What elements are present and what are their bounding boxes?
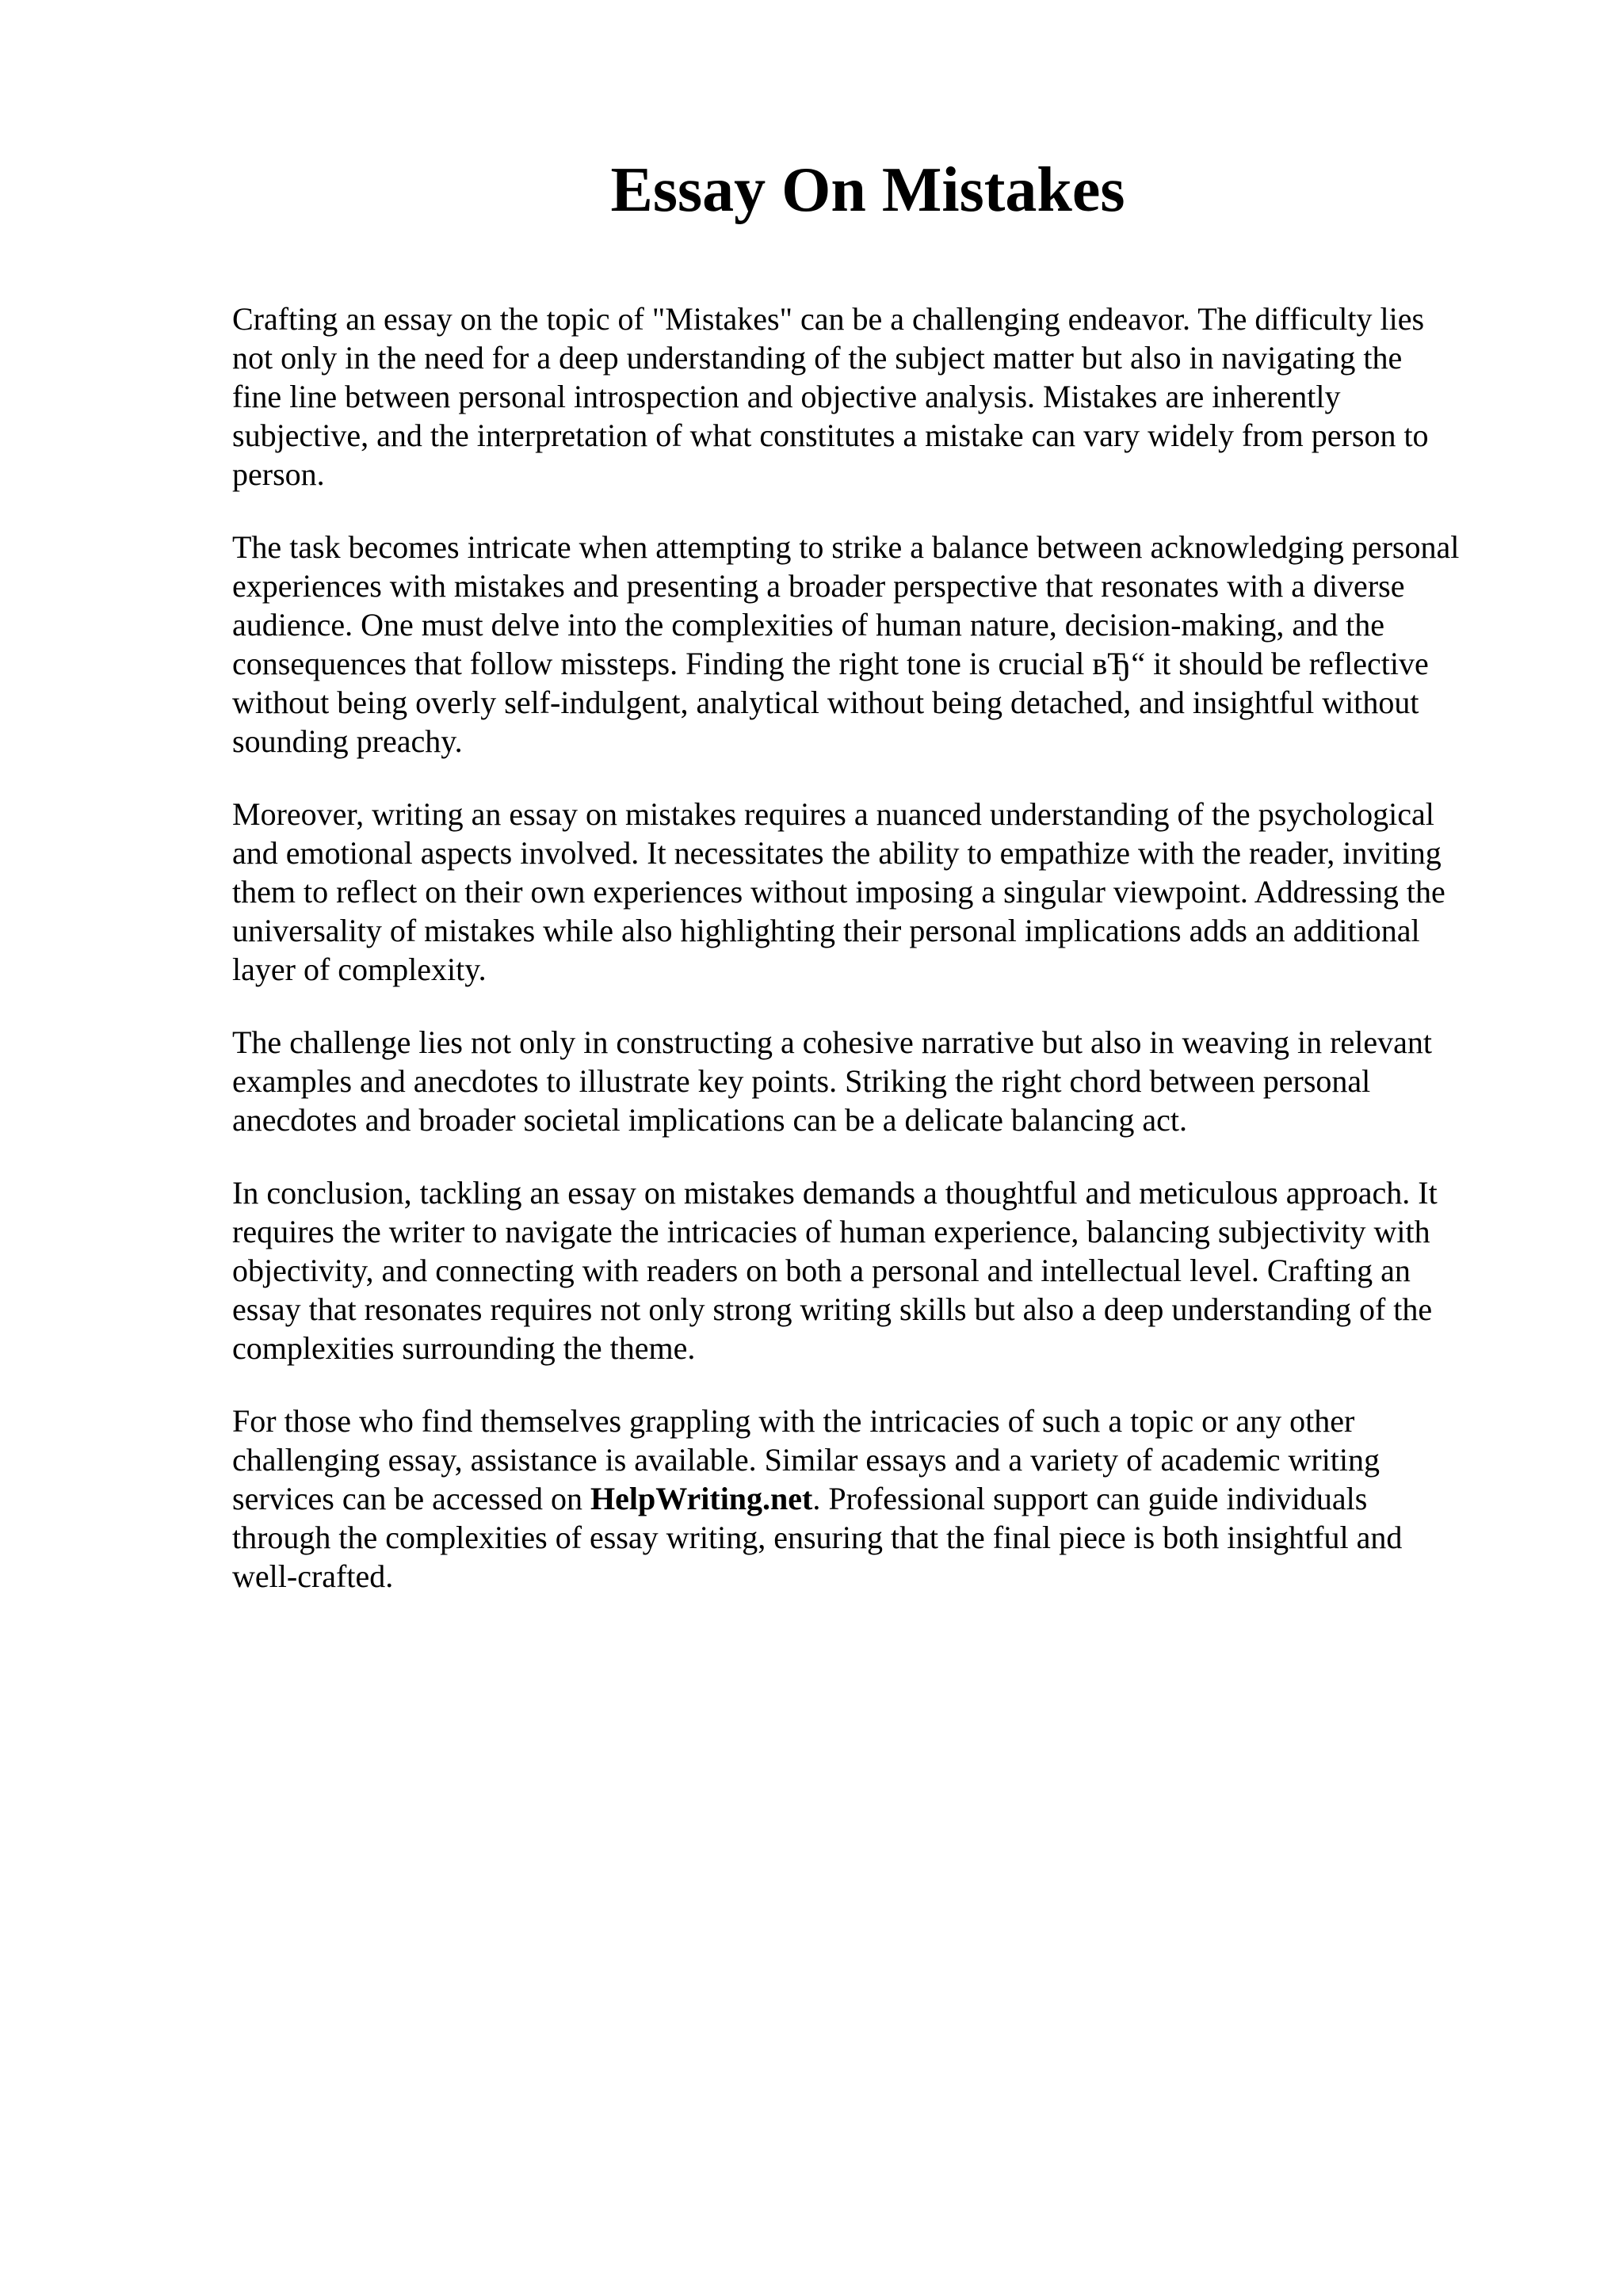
text-line: not only in the need for a deep understanding of the subject matter but also in navigating the: [232, 340, 1403, 376]
text-line: examples and anecdotes to illustrate key points. Striking the right chord between personal: [232, 1063, 1371, 1099]
text-line: without being overly self-indulgent, analytical without being detached, and insightful without: [232, 685, 1419, 720]
text-line: audience. One must delve into the complexities of human nature, decision-making, and the: [232, 607, 1385, 643]
text-line: sounding preachy.: [232, 723, 463, 759]
text-line: The challenge lies not only in constructing a cohesive narrative but also in weaving in relevant: [232, 1024, 1432, 1060]
paragraph-3: [232, 795, 1508, 989]
text-line: anecdotes and broader societal implications can be a delicate balancing act.: [232, 1102, 1187, 1138]
text-line: person.: [232, 456, 325, 492]
text-line: For those who find themselves grappling with the intricacies of such a topic or any other: [232, 1403, 1355, 1439]
paragraph-6: [232, 1402, 1508, 1596]
text-line: requires the writer to navigate the intricacies of human experience, balancing subjectivity with: [232, 1214, 1430, 1249]
text-line: The task becomes intricate when attempting to strike a balance between acknowledging personal: [232, 529, 1460, 565]
text-line: consequences that follow missteps. Finding the right tone is crucial вЂ“ it should be reflective: [232, 646, 1429, 681]
paragraph-1: [232, 299, 1508, 494]
text-line: fine line between personal introspection and objective analysis. Mistakes are inherently: [232, 379, 1341, 414]
paragraph-5: [232, 1173, 1508, 1367]
essay-body: [232, 299, 1508, 1630]
text-line: challenging essay, assistance is available. Similar essays and a variety of academic writing: [232, 1442, 1381, 1478]
text-line: Crafting an essay on the topic of "Mistakes" can be a challenging endeavor. The difficulty lies: [232, 301, 1425, 337]
text-line: objectivity, and connecting with readers on both a personal and intellectual level. Crafting an: [232, 1253, 1411, 1288]
text-line: through the complexities of essay writing, ensuring that the final piece is both insightful and: [232, 1520, 1403, 1555]
paragraph-2: [232, 528, 1508, 761]
text-line: experiences with mistakes and presenting a broader perspective that resonates with a diverse: [232, 568, 1405, 604]
text-line: [232, 1479, 1508, 1518]
text-line: well-crafted.: [232, 1558, 394, 1594]
page-title: Essay On Mistakes: [610, 155, 1125, 225]
text-segment: . Professional support can guide individuals: [812, 1481, 1368, 1516]
text-segment: services can be accessed on: [232, 1481, 582, 1516]
text-line: essay that resonates requires not only strong writing skills but also a deep understanding of the: [232, 1291, 1433, 1327]
paragraph-4: [232, 1023, 1508, 1139]
text-line: complexities surrounding the theme.: [232, 1330, 696, 1366]
text-line: In conclusion, tackling an essay on mistakes demands a thoughtful and meticulous approach. It: [232, 1175, 1438, 1211]
text-line: them to reflect on their own experiences without imposing a singular viewpoint. Addressing the: [232, 874, 1445, 910]
text-line: Moreover, writing an essay on mistakes requires a nuanced understanding of the psychological: [232, 796, 1434, 832]
text-line: subjective, and the interpretation of what constitutes a mistake can vary widely from person to: [232, 418, 1429, 453]
text-line: universality of mistakes while also highlighting their personal implications adds an additional: [232, 913, 1420, 948]
brand-name: HelpWriting.net: [590, 1481, 813, 1516]
text-line: and emotional aspects involved. It necessitates the ability to empathize with the reader, inviting: [232, 835, 1442, 871]
text-line: layer of complexity.: [232, 952, 487, 987]
